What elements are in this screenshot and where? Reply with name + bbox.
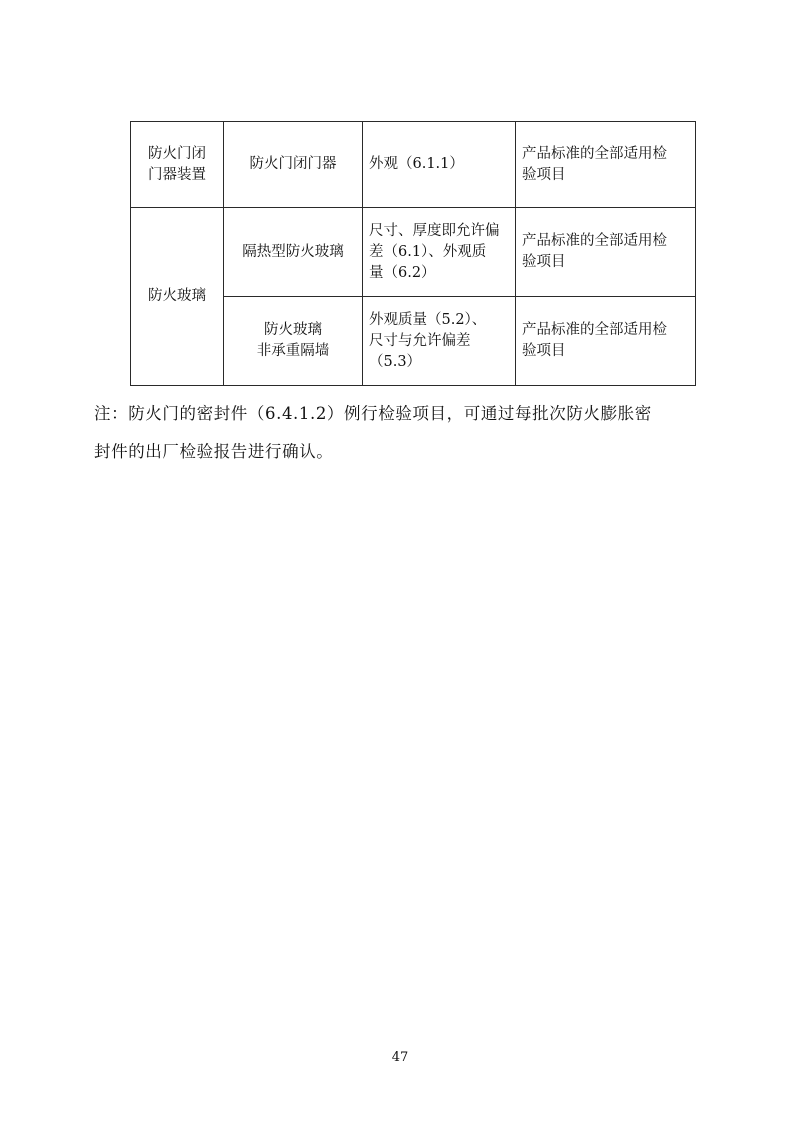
- inspection-table: [130, 121, 696, 386]
- page-number: 47: [391, 1050, 409, 1065]
- cell-text: 非承重隔墙: [256, 343, 330, 359]
- cell-text: 验项目: [522, 343, 566, 359]
- cell-text: 外观（6.1.1）: [369, 156, 464, 172]
- table-row: [131, 208, 696, 297]
- product-cell: [224, 297, 363, 386]
- items-cell: [363, 208, 516, 297]
- cell-text: 门器装置: [148, 166, 206, 183]
- items-cell: [363, 122, 516, 208]
- product-cell: [224, 122, 363, 208]
- cell-text: 尺寸与允许偏差: [369, 332, 471, 349]
- category-cell: [131, 122, 224, 208]
- cell-text: 防火玻璃: [148, 288, 206, 304]
- cell-text: 尺寸、厚度即允许偏: [369, 222, 500, 239]
- items-cell: [363, 297, 516, 386]
- footnote-line: 封件的出厂检验报告进行确认。: [94, 442, 334, 461]
- cell-text: 产品标准的全部适用检: [522, 322, 667, 338]
- cell-text: 防火玻璃: [264, 322, 322, 338]
- product-cell: [224, 208, 363, 297]
- cell-text: 防火门闭: [148, 145, 206, 162]
- cell-text: 差（6.1）、外观质: [369, 243, 487, 260]
- cell-text: （5.3）: [369, 353, 422, 370]
- table-footnote: [94, 395, 709, 471]
- scope-cell: [516, 208, 696, 297]
- footnote-line: 注：防火门的密封件（6.4.1.2）例行检验项目，可通过每批次防火膨胀密: [94, 404, 652, 423]
- scope-cell: [516, 122, 696, 208]
- cell-text: 量（6.2）: [369, 264, 436, 281]
- cell-text: 防火门闭门器: [249, 156, 337, 172]
- cell-text: 产品标准的全部适用检: [522, 233, 667, 249]
- cell-text: 验项目: [522, 254, 566, 270]
- table-row: [131, 122, 696, 208]
- cell-text: 外观质量（5.2）、: [369, 311, 487, 328]
- cell-text: 隔热型防火玻璃: [242, 243, 344, 260]
- cell-text: 验项目: [522, 166, 566, 183]
- category-cell: [131, 208, 224, 386]
- scope-cell: [516, 297, 696, 386]
- cell-text: 产品标准的全部适用检: [522, 145, 667, 162]
